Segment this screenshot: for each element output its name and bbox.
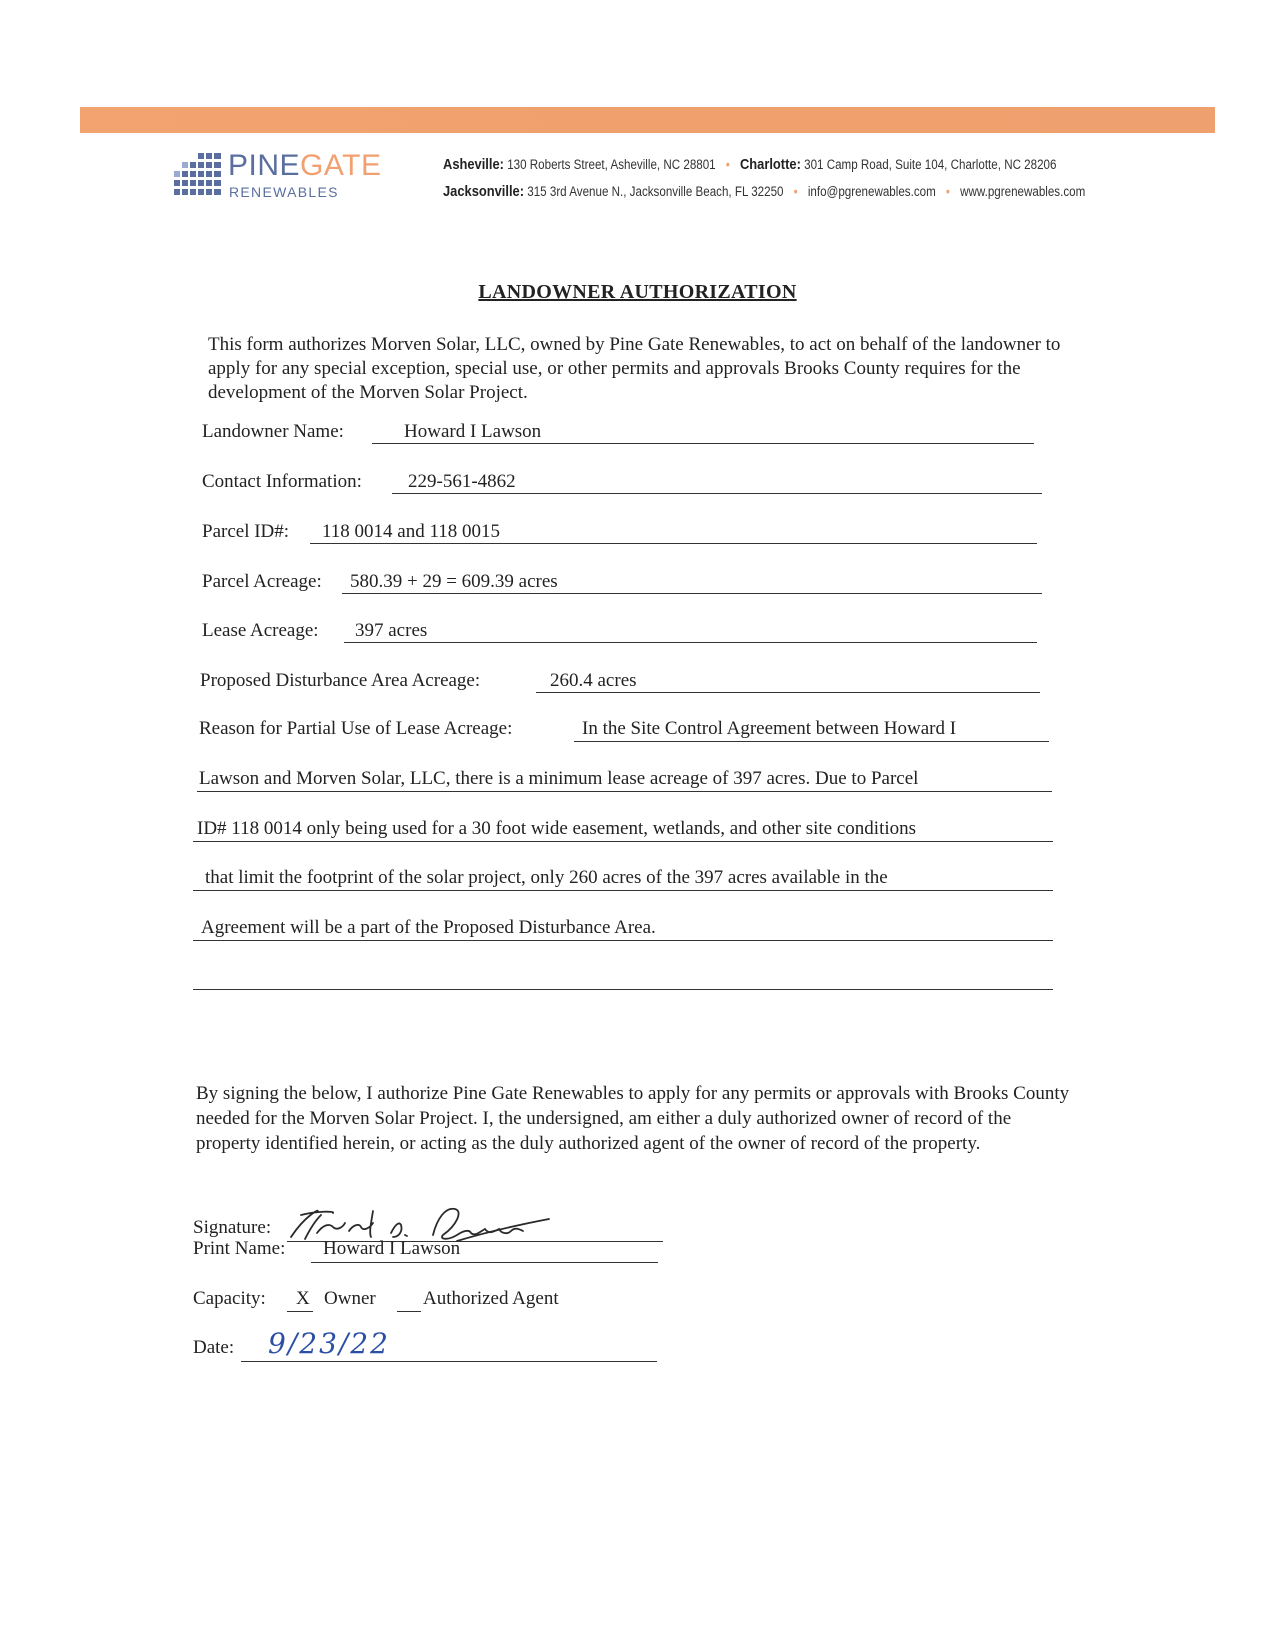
underline [344,642,1037,643]
logo-word-gate: GATE [300,149,382,182]
underline [392,493,1042,494]
address-asheville: 130 Roberts Street, Asheville, NC 28801 [507,157,716,172]
email-link[interactable]: info@pgrenewables.com [807,184,936,199]
field-parcel-id [202,521,1037,545]
address-line-1 [443,156,1056,173]
owner-checkbox[interactable]: X [296,1288,310,1309]
label-date: Date: [193,1337,235,1358]
underline [310,543,1037,544]
underline [193,890,1053,891]
field-lease-acreage [202,620,1037,644]
field-disturbance-acreage [200,670,1040,694]
label-contact-information: Contact Information: [202,471,362,492]
label-authorized-agent: Authorized Agent [423,1288,559,1309]
label-parcel-acreage: Parcel Acreage: [202,571,322,592]
value-reason-line-4[interactable]: that limit the footprint of the solar project, only 260 acres of the 397 acres available in the [205,867,888,888]
field-parcel-acreage [202,571,1042,595]
value-disturbance-acreage[interactable]: 260.4 acres [550,670,637,691]
consent-paragraph: By signing the below, I authorize Pine Gate Renewables to apply for any permits or approvals with Brooks County needed for the Morven Solar Project. I, the undersigned, am either a duly authorized owner of record of the property identified herein, or acting as the duly authorized agent of the owner of record of the property. [196,1083,1070,1154]
bullet-separator: • [793,184,798,199]
intro-paragraph: This form authorizes Morven Solar, LLC, owned by Pine Gate Renewables, to act on behalf of the landowner to apply for any special exception, special use, or other permits and approvals Brooks County requires for the development of the Morven Solar Project. [208,334,1061,403]
underline [193,940,1053,941]
underline [574,741,1049,742]
logo-word-renewables: RENEWABLES [229,184,339,200]
address-jacksonville: 315 3rd Avenue N., Jacksonville Beach, FL 32250 [527,184,784,199]
value-parcel-acreage[interactable]: 580.39 + 29 = 609.39 acres [350,571,558,592]
label-capacity: Capacity: [193,1288,266,1309]
field-landowner-name [202,421,1032,445]
form-title: LANDOWNER AUTHORIZATION [478,281,797,303]
underline [311,1262,658,1263]
value-reason-line-2[interactable]: Lawson and Morven Solar, LLC, there is a minimum lease acreage of 397 acres. Due to Parcel [199,768,919,789]
value-print-name[interactable]: Howard I Lawson [323,1238,461,1259]
header-accent-bar [80,107,1215,133]
address-charlotte: 301 Camp Road, Suite 104, Charlotte, NC 28206 [804,157,1057,172]
underline [287,1311,313,1312]
underline [372,443,1034,444]
value-date-handwritten[interactable]: 9/23/22 [268,1327,390,1360]
logo-word-pine: PINE [228,149,301,182]
logo-grid-icon [172,153,222,201]
value-reason-line-3[interactable]: ID# 118 0014 only being used for a 30 foot wide easement, wetlands, and other site conditions [197,818,917,839]
underline [197,791,1052,792]
city-jacksonville: Jacksonville: [443,183,525,200]
label-reason-partial-use: Reason for Partial Use of Lease Acreage: [199,718,513,739]
value-lease-acreage[interactable]: 397 acres [355,620,428,641]
underline [536,692,1040,693]
label-signature: Signature: [193,1217,272,1238]
label-disturbance-acreage: Proposed Disturbance Area Acreage: [200,670,481,691]
field-print-name [193,1238,658,1262]
blank-underline [193,989,1053,990]
label-lease-acreage: Lease Acreage: [202,620,319,641]
value-contact-information[interactable]: 229-561-4862 [408,471,516,492]
field-reason-partial-use [199,718,1059,742]
field-date [193,1327,663,1377]
website-link[interactable]: www.pgrenewables.com [960,184,1086,199]
underline [241,1361,657,1362]
label-parcel-id: Parcel ID#: [202,521,290,542]
agent-checkbox[interactable] [397,1311,421,1312]
label-print-name: Print Name: [193,1238,286,1259]
underline [342,593,1042,594]
city-asheville: Asheville: [443,156,504,173]
label-landowner-name: Landowner Name: [202,421,344,442]
value-reason-line-1[interactable]: In the Site Control Agreement between Howard I [582,718,957,739]
city-charlotte: Charlotte: [739,156,801,173]
address-line-2 [443,183,1085,200]
logo-wordmark [228,150,381,182]
bullet-separator: • [725,157,730,172]
value-reason-line-5[interactable]: Agreement will be a part of the Proposed Disturbance Area. [201,917,656,938]
field-contact-information [202,471,1042,495]
value-parcel-id[interactable]: 118 0014 and 118 0015 [322,521,501,542]
label-owner: Owner [324,1288,376,1309]
field-capacity [193,1288,613,1312]
underline [193,841,1053,842]
bullet-separator: • [945,184,950,199]
pine-gate-logo [172,150,402,204]
value-landowner-name[interactable]: Howard I Lawson [404,421,542,442]
